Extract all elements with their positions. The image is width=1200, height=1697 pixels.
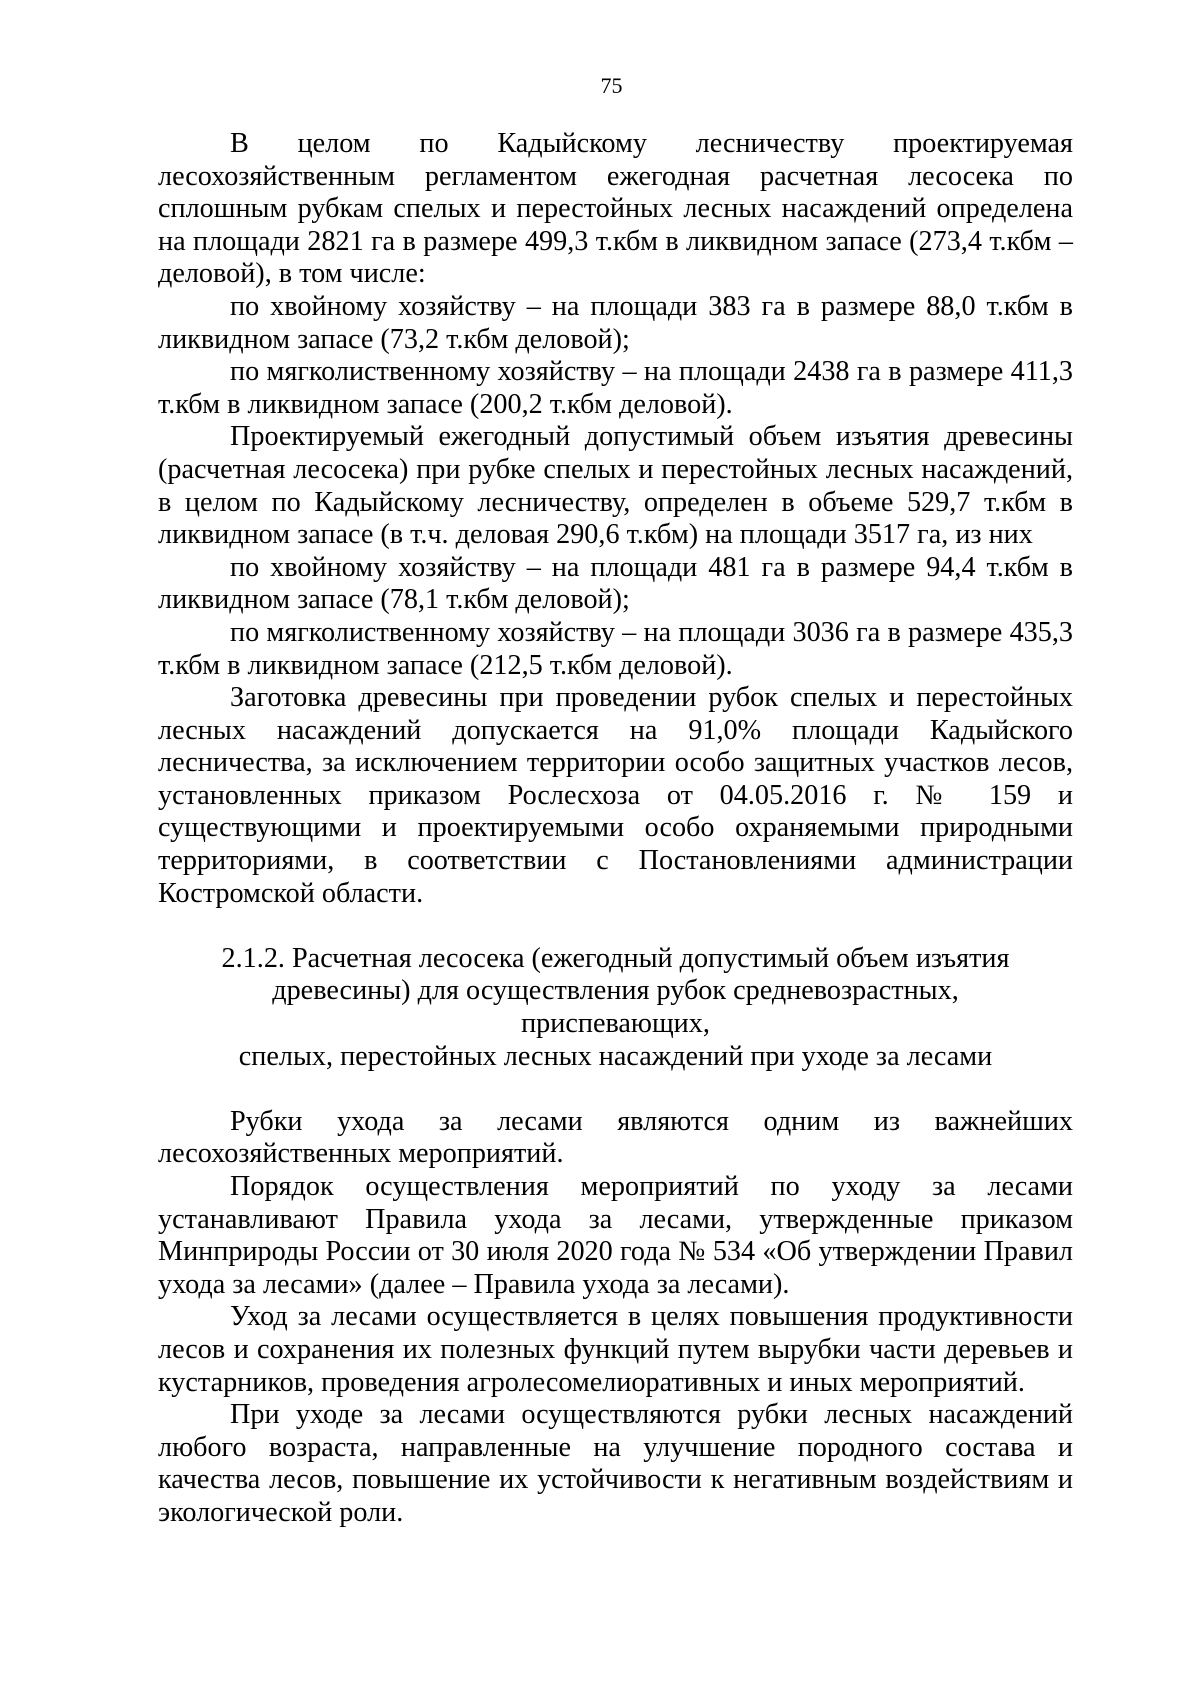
section-heading-line: спелых, перестойных лесных насаждений при уходе за лесами [238,1040,993,1072]
paragraph-rules-reference: Порядок осуществления мероприятий по уходу за лесами устанавливают Правила ухода за лесами, утвержденные приказом Минприроды России от 30 июля 2020 года № 534 «Об утверждении Правил ухода за лесами» (далее – Правила ухода за лесами). [158,1171,1073,1300]
paragraph-coniferous: по хвойному хозяйству – на площади 383 га в размере 88,0 т.кбм в ликвидном запасе (73,2 т.кбм деловой); [158,290,1073,355]
section-heading [158,943,1073,1073]
paragraph-thinning-importance: Рубки ухода за лесами являются одним из важнейших лесохозяйственных мероприятий. [158,1105,1073,1170]
page-number: 75 [600,73,623,98]
paragraph-total-cutting-area: В целом по Кадыйскому лесничеству проектируемая лесохозяйственным регламентом ежегодная расчетная лесосека по сплошным рубкам спелых и перестойных лесных насаждений определена на площади 2821 га в размере 499,3 т.кбм в ликвидном запасе (273,4 т.кбм – деловой), в том числе: [158,128,1073,290]
paragraph-care-cuttings: При уходе за лесами осуществляются рубки лесных насаждений любого возраста, направленные на улучшение породного состава и качества лесов, повышение их устойчивости к негативным воздействиям и экологической роли. [158,1399,1073,1528]
section-heading-line: 2.1.2. Расчетная лесосека (ежегодный допустимый объем изъятия [221,942,1010,974]
document-body [158,128,1073,1530]
paragraph-projected-volume: Проектируемый ежегодный допустимый объем изъятия древесины (расчетная лесосека) при рубке спелых и перестойных лесных насаждений, в целом по Кадыйскому лесничеству, определен в объеме 529,7 т.кбм в ликвидном запасе (в т.ч. деловая 290,6 т.кбм) на площади 3517 га, из них [158,421,1073,551]
paragraph-harvesting-permitted: Заготовка древесины при проведении рубок спелых и перестойных лесных насаждений допускается на 91,0% площади Кадыйского лесничества, за исключением территории особо защитных участков лесов, установленных приказом Рослесхоза от 04.05.2016 г. № 159 и существующими и проектируемыми особо охраняемыми природными территориями, в соответствии с Постановлениями администрации Костромской области. [158,682,1073,909]
paragraph-softwood-2: по мягколиственному хозяйству – на площади 3036 га в размере 435,3 т.кбм в ликвидном запасе (212,5 т.кбм деловой). [158,616,1073,681]
section-heading-line: древесины) для осуществления рубок средневозрастных, приспевающих, [272,975,959,1040]
paragraph-care-purpose: Уход за лесами осуществляется в целях повышения продуктивности лесов и сохранения их полезных функций путем вырубки части деревьев и кустарников, проведения агролесомелиоративных и иных мероприятий. [158,1301,1073,1398]
paragraph-coniferous-2: по хвойному хозяйству – на площади 481 га в размере 94,4 т.кбм в ликвидном запасе (78,1 т.кбм деловой); [158,551,1073,616]
paragraph-softwood: по мягколиственному хозяйству – на площади 2438 га в размере 411,3 т.кбм в ликвидном запасе (200,2 т.кбм деловой). [158,356,1073,420]
